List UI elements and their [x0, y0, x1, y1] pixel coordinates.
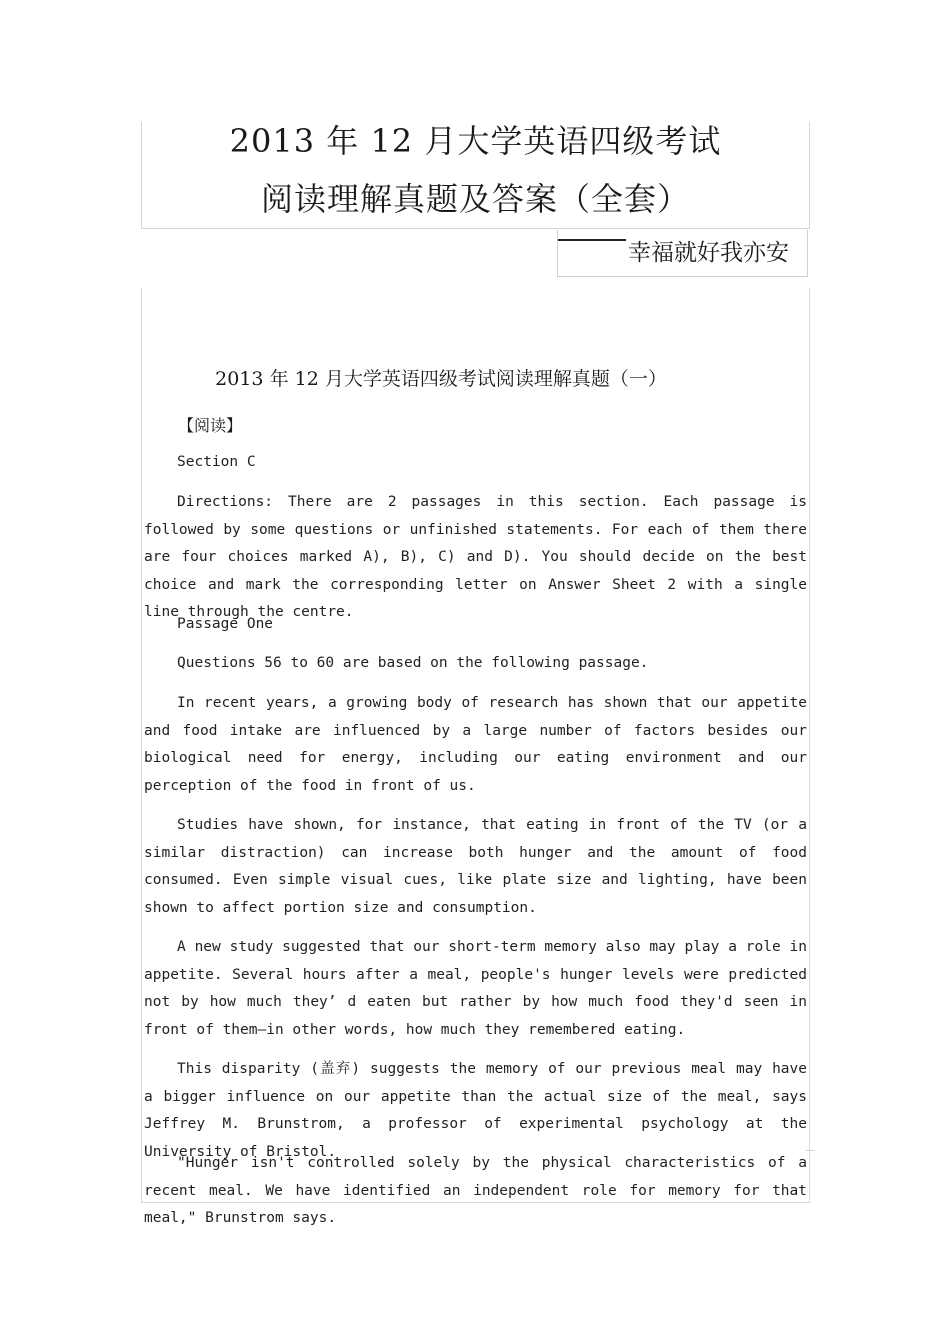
author-name: 幸福就好我亦安 [628, 240, 789, 266]
passage-paragraph-4: This disparity (盖弃) suggests the memory of our previous meal may have a bigger influence on our appetite than the actual size of the meal, says Jeffrey M. Brunstrom, a professor of experimental psychology at the University of Bristol. [144, 1061, 807, 1160]
document-title-line-2: 阅读理解真题及答案（全套） [260, 180, 690, 218]
questions-note: Questions 56 to 60 are based on the following passage. [177, 655, 649, 671]
passage-paragraph-2: Studies have shown, for instance, that eating in front of the TV (or a similar distraction) can increase both hunger and the amount of food consumed. Even simple visual cues, like plate size and lighting, have been shown to affect portion size and consumption. [144, 817, 807, 916]
directions-paragraph: Directions: There are 2 passages in this section. Each passage is followed by some questions or unfinished statements. For each of them there are four choices marked A), B), C) and D). You should decide on the best choice and mark the corresponding letter on Answer Sheet 2 with a single line through the centre. [144, 494, 807, 620]
passage-label: Passage One [177, 616, 274, 632]
section-heading: 2013 年 12 月大学英语四级考试阅读理解真题（一） [215, 368, 667, 390]
section-part-label: Section C [177, 454, 256, 470]
reading-label: 【阅读】 [178, 416, 243, 435]
author-box [557, 230, 808, 277]
document-title-box [141, 122, 810, 229]
document-title-line-1: 2013 年 12 月大学英语四级考试 [229, 122, 722, 160]
passage-paragraph-1: In recent years, a growing body of research has shown that our appetite and food intake are influenced by a large number of factors besides our biological need for energy, including our eating environment and our perception of the food in front of us. [144, 695, 807, 794]
passage-paragraph-5: "Hunger isn't controlled solely by the physical characteristics of a recent meal. We have identified an independent role for memory for that meal," Brunstrom says. [144, 1155, 807, 1226]
page-edge-mark [806, 1150, 814, 1151]
author-line [558, 234, 807, 267]
passage-paragraph-3: A new study suggested that our short-term memory also may play a role in appetite. Several hours after a meal, people's hunger levels were predicted not by how much they’ d eaten but rather by how much food they'd seen in front of them—in other words, how much they remembered eating. [144, 939, 807, 1038]
author-dash [558, 239, 626, 241]
